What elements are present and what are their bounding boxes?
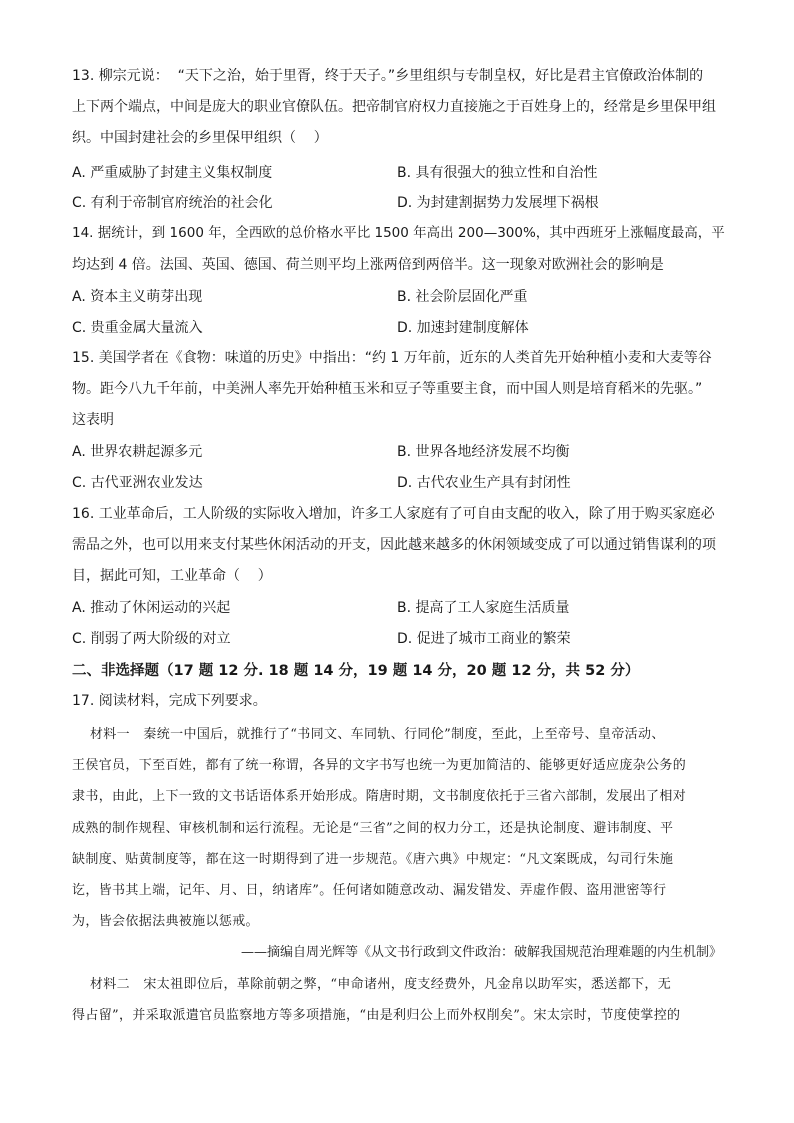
question-14-line-2: 均达到 4 倍。法国、英国、德国、荷兰则平均上涨两倍到两倍半。这一现象对欧洲社会的影响是 — [72, 257, 664, 273]
question-13-line-2: 上下两个端点，中间是庞大的职业官僚队伍。把帝制官府权力直接施之于百姓身上的，经常是乡里保甲组 — [72, 99, 716, 115]
question-13-option-c: C. 有利于帝制官府统治的社会化 — [72, 195, 273, 211]
question-13-option-b: B. 具有很强大的独立性和自治性 — [397, 165, 598, 181]
question-15-option-d: D. 古代农业生产具有封闭性 — [397, 475, 571, 491]
question-16-option-a: A. 推动了休闲运动的兴起 — [72, 600, 231, 616]
material-1-line-3: 隶书，由此，上下一致的文书话语体系开始形成。隋唐时期，文书制度依托于三省六部制，发展出了相对 — [72, 789, 687, 804]
question-14-option-c: C. 贵重金属大量流入 — [72, 320, 203, 336]
question-15-line-3: 这表明 — [72, 412, 114, 428]
material-1-source: ——摘编自周光辉等《从文书行政到文件政治：破解我国规范治理难题的内生机制》 — [240, 945, 722, 960]
material-1-line-4: 成熟的制作规程、审核机制和运行流程。无论是“三省”之间的权力分工，还是执论制度、避讳制度、平 — [72, 821, 674, 836]
question-15-line-1: 15. 美国学者在《食物：味道的历史》中指出：“约 1 万年前，近东的人类首先开始种植小麦和大麦等谷 — [72, 350, 712, 366]
question-13-line-1: 13. 柳宗元说： “天下之治，始于里胥，终于天子。”乡里组织与专制皇权，好比是君主官僚政治体制的 — [72, 68, 704, 84]
question-13-line-3: 织。中国封建社会的乡里保甲组织（ ） — [72, 130, 328, 146]
question-16-option-d: D. 促进了城市工商业的繁荣 — [397, 631, 571, 647]
question-16-option-b: B. 提高了工人家庭生活质量 — [397, 600, 570, 616]
question-14-option-d: D. 加速封建制度解体 — [397, 320, 529, 336]
material-2-line-1: 材料二 宋太祖即位后，革除前朝之弊，“申命诸州，度支经费外，凡金帛以助军实，悉送都下，无 — [72, 977, 672, 992]
section-heading: 二、非选择题（17 题 12 分. 18 题 14 分，19 题 14 分，20 题 12 分，共 52 分） — [72, 663, 640, 679]
question-16-line-2: 需品之外，也可以用来支付某些休闲活动的开支，因此越来越多的休闲领域变成了可以通过销售谋利的项 — [72, 537, 716, 553]
material-1-line-1: 材料一 秦统一中国后，就推行了“书同文、车同轨、行同伦”制度，至此，上至帝号、皇帝活动、 — [72, 727, 665, 742]
question-14-option-a: A. 资本主义萌芽出现 — [72, 289, 203, 305]
question-15-option-c: C. 古代亚洲农业发达 — [72, 475, 203, 491]
question-15-option-b: B. 世界各地经济发展不均衡 — [397, 444, 570, 460]
material-1-line-5: 缺制度、贴黄制度等，都在这一时期得到了进一步规范。《唐六典》中规定：“凡文案既成，勾司行朱施 — [72, 852, 674, 867]
question-15-line-2: 物。距今八九千年前，中美洲人率先开始种植玉米和豆子等重要主食，而中国人则是培育稻米的先驱。” — [72, 381, 703, 397]
question-16-option-c: C. 削弱了两大阶级的对立 — [72, 631, 231, 647]
question-13-option-a: A. 严重威胁了封建主义集权制度 — [72, 165, 273, 181]
material-1-line-2: 王侯官员，下至百姓，都有了统一称谓，各异的文字书写也统一为更加简洁的、能够更好适应庞杂公务的 — [72, 758, 687, 773]
question-14-option-b: B. 社会阶层固化严重 — [397, 289, 528, 305]
material-1-line-6: 讫，皆书其上端，记年、月、日，纳诸库”。任何诸如随意改动、漏发错发、弄虚作假、盗用泄密等行 — [72, 883, 667, 898]
question-14-line-1: 14. 据统计，到 1600 年，全西欧的总价格水平比 1500 年高出 200—300%，其中西班牙上涨幅度最高，平 — [72, 225, 725, 241]
question-17-intro: 17. 阅读材料，完成下列要求。 — [72, 693, 267, 709]
question-13-option-d: D. 为封建割据势力发展埋下祸根 — [397, 195, 599, 211]
material-1-line-7: 为，皆会依据法典被施以惩戒。 — [72, 914, 259, 929]
question-16-line-3: 目，据此可知，工业革命（ ） — [72, 568, 272, 584]
question-16-line-1: 16. 工业革命后，工人阶级的实际收入增加，许多工人家庭有了可自由支配的收入，除了用于购买家庭必 — [72, 506, 715, 522]
material-2-line-2: 得占留”，并采取派遣官员监察地方等多项措施，“由是利归公上而外权削矣”。宋太宗时，节度使掌控的 — [72, 1008, 681, 1023]
question-15-option-a: A. 世界农耕起源多元 — [72, 444, 203, 460]
